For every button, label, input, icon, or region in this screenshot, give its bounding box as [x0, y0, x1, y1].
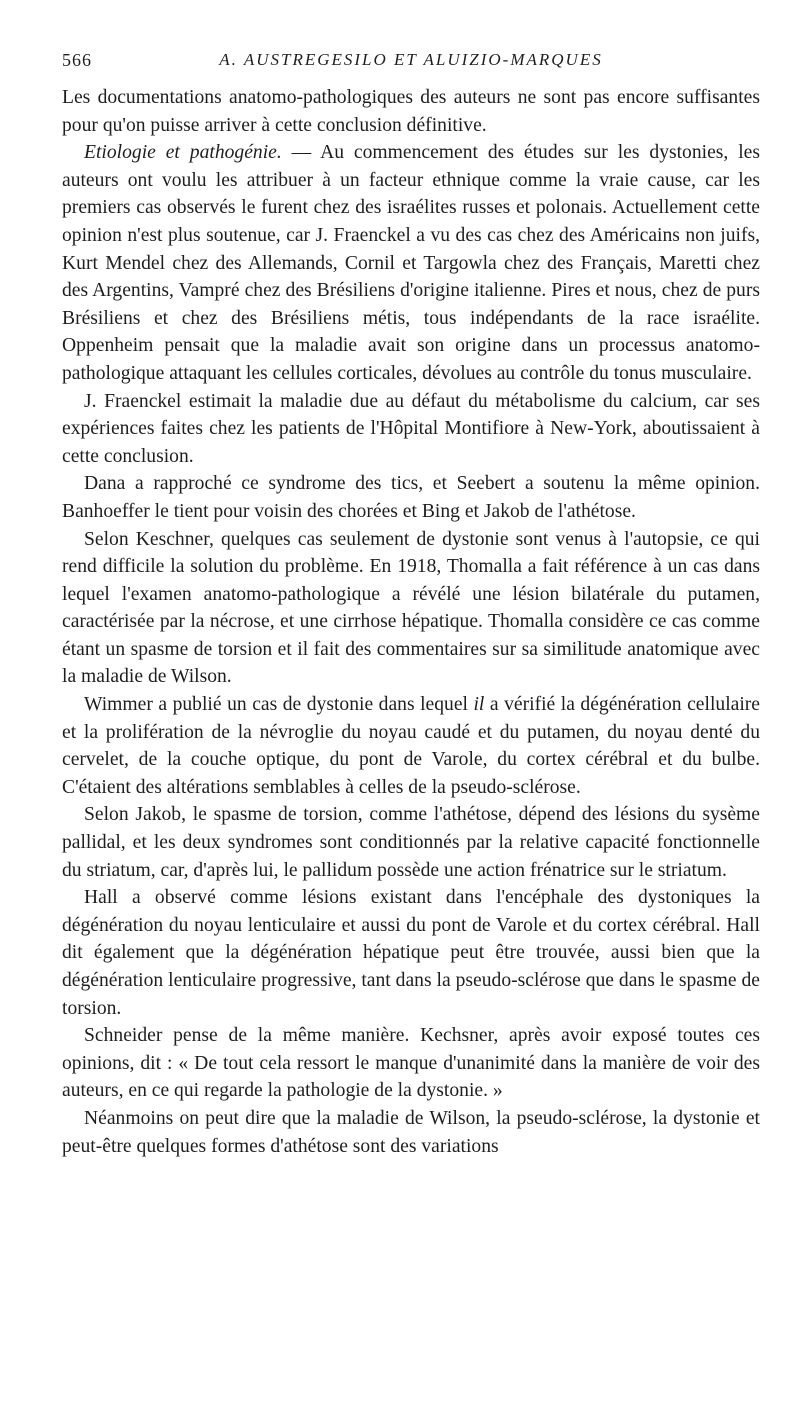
running-header: [62, 50, 760, 78]
paragraph-text: Néanmoins on peut dire que la maladie de Wilson, la pseudo-sclérose, la dystonie et peut-être quelques formes d'athétose sont des variations: [62, 1107, 760, 1157]
paragraph: [62, 801, 760, 884]
paragraph: [62, 884, 760, 1022]
paragraph: [62, 526, 760, 692]
paragraph: [62, 139, 760, 387]
section-heading: Etiologie et pathogénie.: [84, 142, 282, 164]
paragraph: [62, 388, 760, 471]
paragraph-text: Hall a observé comme lésions existant dans l'encéphale des dystoniques la dégénération du noyau lenticulaire et aussi du pont de Varole et du cortex cérébral. Hall dit également que la dégénération hépatique peut être trouvée, aussi bien que la dégénération lenticulaire progressive, tant dans la pseudo-sclérose que dans le spasme de torsion.: [62, 887, 760, 1019]
page-number: 566: [62, 50, 92, 70]
paragraph: [62, 1105, 760, 1160]
paragraph-text: J. Fraenckel estimait la maladie due au défaut du métabolisme du calcium, car ses expériences faites chez les patients de l'Hôpital Montifiore à New-York, aboutissaient à cette conclusion.: [62, 390, 760, 467]
paragraph: [62, 1022, 760, 1105]
paragraph: [62, 84, 760, 139]
italic-word: il: [473, 694, 485, 716]
paragraph-text: Dana a rapproché ce syndrome des tics, et Seebert a soutenu la même opinion. Banhoeffer le tient pour voisin des chorées et Bing et Jakob de l'athétose.: [62, 473, 760, 522]
paragraph: [62, 470, 760, 525]
running-head: A. AUSTREGESILO ET ALUIZIO-MARQUES: [219, 50, 603, 69]
paragraph-text: Wimmer a publié un cas de dystonie dans lequel: [84, 694, 474, 716]
paragraph-text: Schneider pense de la même manière. Kechsner, après avoir exposé toutes ces opinions, dit : « De tout cela ressort le manque d'unanimité dans la manière de voir des auteurs, en ce qui regarde la pathologie de la dystonie. »: [62, 1025, 760, 1102]
body-text: [62, 84, 760, 1160]
paragraph-text: Selon Keschner, quelques cas seulement de dystonie sont venus à l'autopsie, ce qui rend difficile la solution du problème. En 1918, Thomalla a fait référence à un cas dans lequel l'examen anatomo-pathologique a révélé une lésion bilatérale du putamen, caractérisée par la nécrose, et une cirrhose hépatique. Thomalla considère ce cas comme étant un spasme de torsion et il fait des commentaires sur sa similitude anatomique avec la maladie de Wilson.: [62, 528, 760, 688]
paragraph-text: — Au commencement des études sur les dystonies, les auteurs ont voulu les attribuer à un facteur ethnique comme la vraie cause, car les premiers cas observés le furent chez des israélites russes et polonais. Actuellement cette opinion n'est plus soutenue, car J. Fraenckel a vu des cas chez des Américains non juifs, Kurt Mendel chez des Allemands, Cornil et Targowla chez des Français, Maretti chez des Argentins, Vampré chez des Brésiliens d'origine italienne. Pires et nous, chez de purs Brésiliens et chez des Brésiliens métis, tous indépendants de la race israélite. Oppenheim pensait que la maladie avait son origine dans un processus anatomo-pathologique attaquant les cellules corticales, dévolues au contrôle du tonus musculaire.: [62, 142, 760, 384]
paragraph-text: a vérifié la dégénération cellulaire et la prolifération de la névroglie du noyau caudé et du putamen, du noyau denté du cervelet, de la couche optique, du pont de Varole, du cortex cérébral et du bulbe. C'étaient des altérations semblables à celles de la pseudo-sclérose.: [62, 694, 760, 798]
paragraph-text: Selon Jakob, le spasme de torsion, comme l'athétose, dépend des lésions du sysème pallidal, et les deux syndromes sont conditionnés par la relative capacité fonctionnelle du striatum, car, d'après lui, le pallidum possède une action frénatrice sur le striatum.: [62, 804, 760, 881]
paragraph-text: Les documentations anatomo-pathologiques des auteurs ne sont pas encore suffisantes pour qu'on puisse arriver à cette conclusion définitive.: [62, 87, 760, 136]
paragraph: [62, 691, 760, 801]
